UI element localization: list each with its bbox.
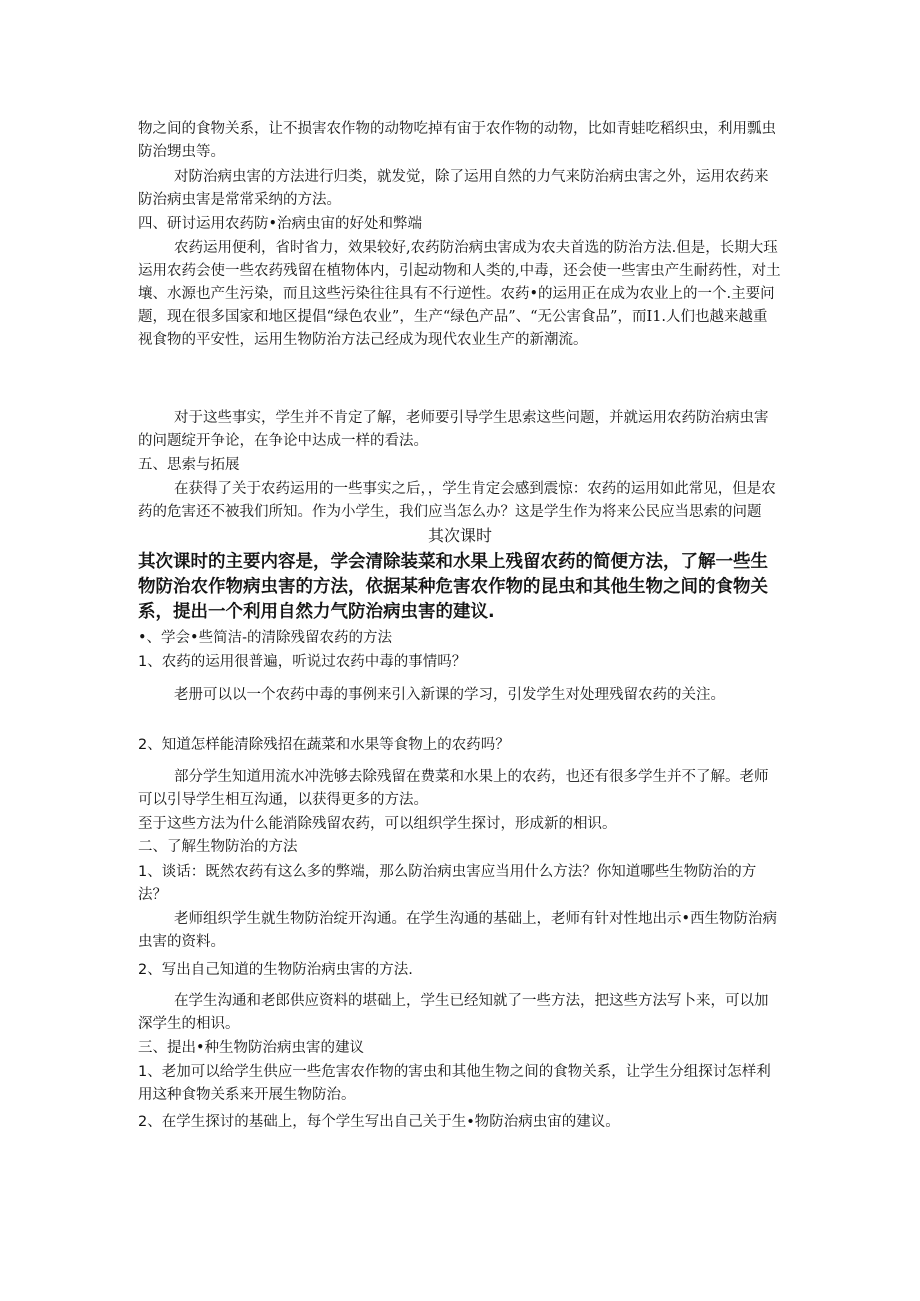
paragraph: 部分学生知道用流水冲洗够去除残留在费菜和水果上的农药，也还有很多学生并不了解。老师可以引导学生相互沟通，以获得更多的方法。 <box>138 769 769 808</box>
paragraph: 对防治病虫害的方法进行归类，就发觉，除了运用自然的力气来防治病虫害之外，运用农药来防治病虫害是常常采纳的方法。 <box>138 169 769 208</box>
paragraph: 农药运用便利，省时省力，效果较好,农药防治病虫害成为农夫首选的防治方法.但是，长期大珏运用农药会使一些农药残留在植物体内，引起动物和人类的,中毒，还会使一些害虫产生耐药性，对土壤、水源也产生污染，而且这些污染往往具有不行逆性。农药•的运用正在成为农业上的一个.主要问题，现在很多国家和地区提倡“绿色农业”，生产“绿色产品”、“无公害食品”，而I1.人们也越来越重视食物的平安性，运用生物防治方法己经成为现代农业生产的新潮流。 <box>138 240 781 348</box>
section-heading-4: 四、研讨运用农药防•治病虫宙的好处和弊端 <box>138 216 423 232</box>
paragraph: 对于这些事实，学生并不肯定了解，老师要引导学生思索这些问题，并就运用农药防治病虫害的问题绽开争论，在争论中达成一样的看法。 <box>138 410 769 449</box>
lesson-title: 其次课时 <box>427 526 492 545</box>
paragraph: 在获得了关于农药运用的一些事实之后，，学生肯定会感到震惊：农药的运用如此常见，但是农药的危害还不被我们所知。作为小学生，我们应当怎么办？这是学生作为将来公民应当思索的问题 <box>138 481 776 520</box>
section-heading-1: •、学会•些简洁-的清除残留农药的方法 <box>138 630 393 646</box>
question-6: 2、在学生探讨的基础上，每个学生写出自己关于生•物防治病虫宙的建议。 <box>138 1114 620 1130</box>
section-heading-3: 三、提出•种生物防治病虫害的建议 <box>138 1040 365 1056</box>
question-1: 1、农药的运用很普遍，听说过农药中毒的事情吗？ <box>138 654 467 670</box>
lesson-summary: 其次课时的主要内容是，学会清除装菜和水果上残留农药的简便方法，了解一些生物防治农作物病虫害的方法，依据某种危害农作物的昆虫和其他生物之间的食物关系，提出一个利用自然力气防治病虫害的建议. <box>138 552 768 622</box>
question-3: 1、谈话：既然农药有这么多的弊端，那么防治病虫害应当用什么方法？你知道哪些生物防治的方法？ <box>138 864 757 903</box>
paragraph: 老师组织学生就生物防治绽开沟通。在学生沟通的基础上，老师有针对性地出示•西生物防治病虫害的资料。 <box>138 911 778 950</box>
paragraph: 至于这些方法为什么能消除残留农药，可以组织学生探讨，形成新的相识。 <box>138 816 617 832</box>
paragraph: 老册可以以一个农药中毒的事例来引入新课的学习，引发学生对处理残留农药的关注。 <box>174 687 725 703</box>
question-5: 1、老加可以给学生供应一些危害农作物的害虫和其他生物之间的食物关系，让学生分组探讨怎样利用这种食物关系来开展生物防治。 <box>138 1064 771 1103</box>
paragraph: 在学生沟通和老郎供应资料的堪础上，学生已经知就了一些方法，把这些方法写卜来，可以加深学生的相识。 <box>138 993 769 1032</box>
question-2: 2、知道怎样能清除残招在蔬菜和水果等食物上的农药吗？ <box>138 737 510 753</box>
paragraph: 物之间的食物关系，让不损害农作物的动物吃掉有宙于农作物的动物，比如青蛙吃稻织虫，利用瓢虫防治甥虫等。 <box>138 121 776 160</box>
section-heading-2: 二、了解生物防治的方法 <box>138 839 298 855</box>
section-heading-5: 五、思索与拓展 <box>138 457 240 473</box>
question-4: 2、写出自己知道的生物防治病虫害的方法. <box>138 962 413 978</box>
